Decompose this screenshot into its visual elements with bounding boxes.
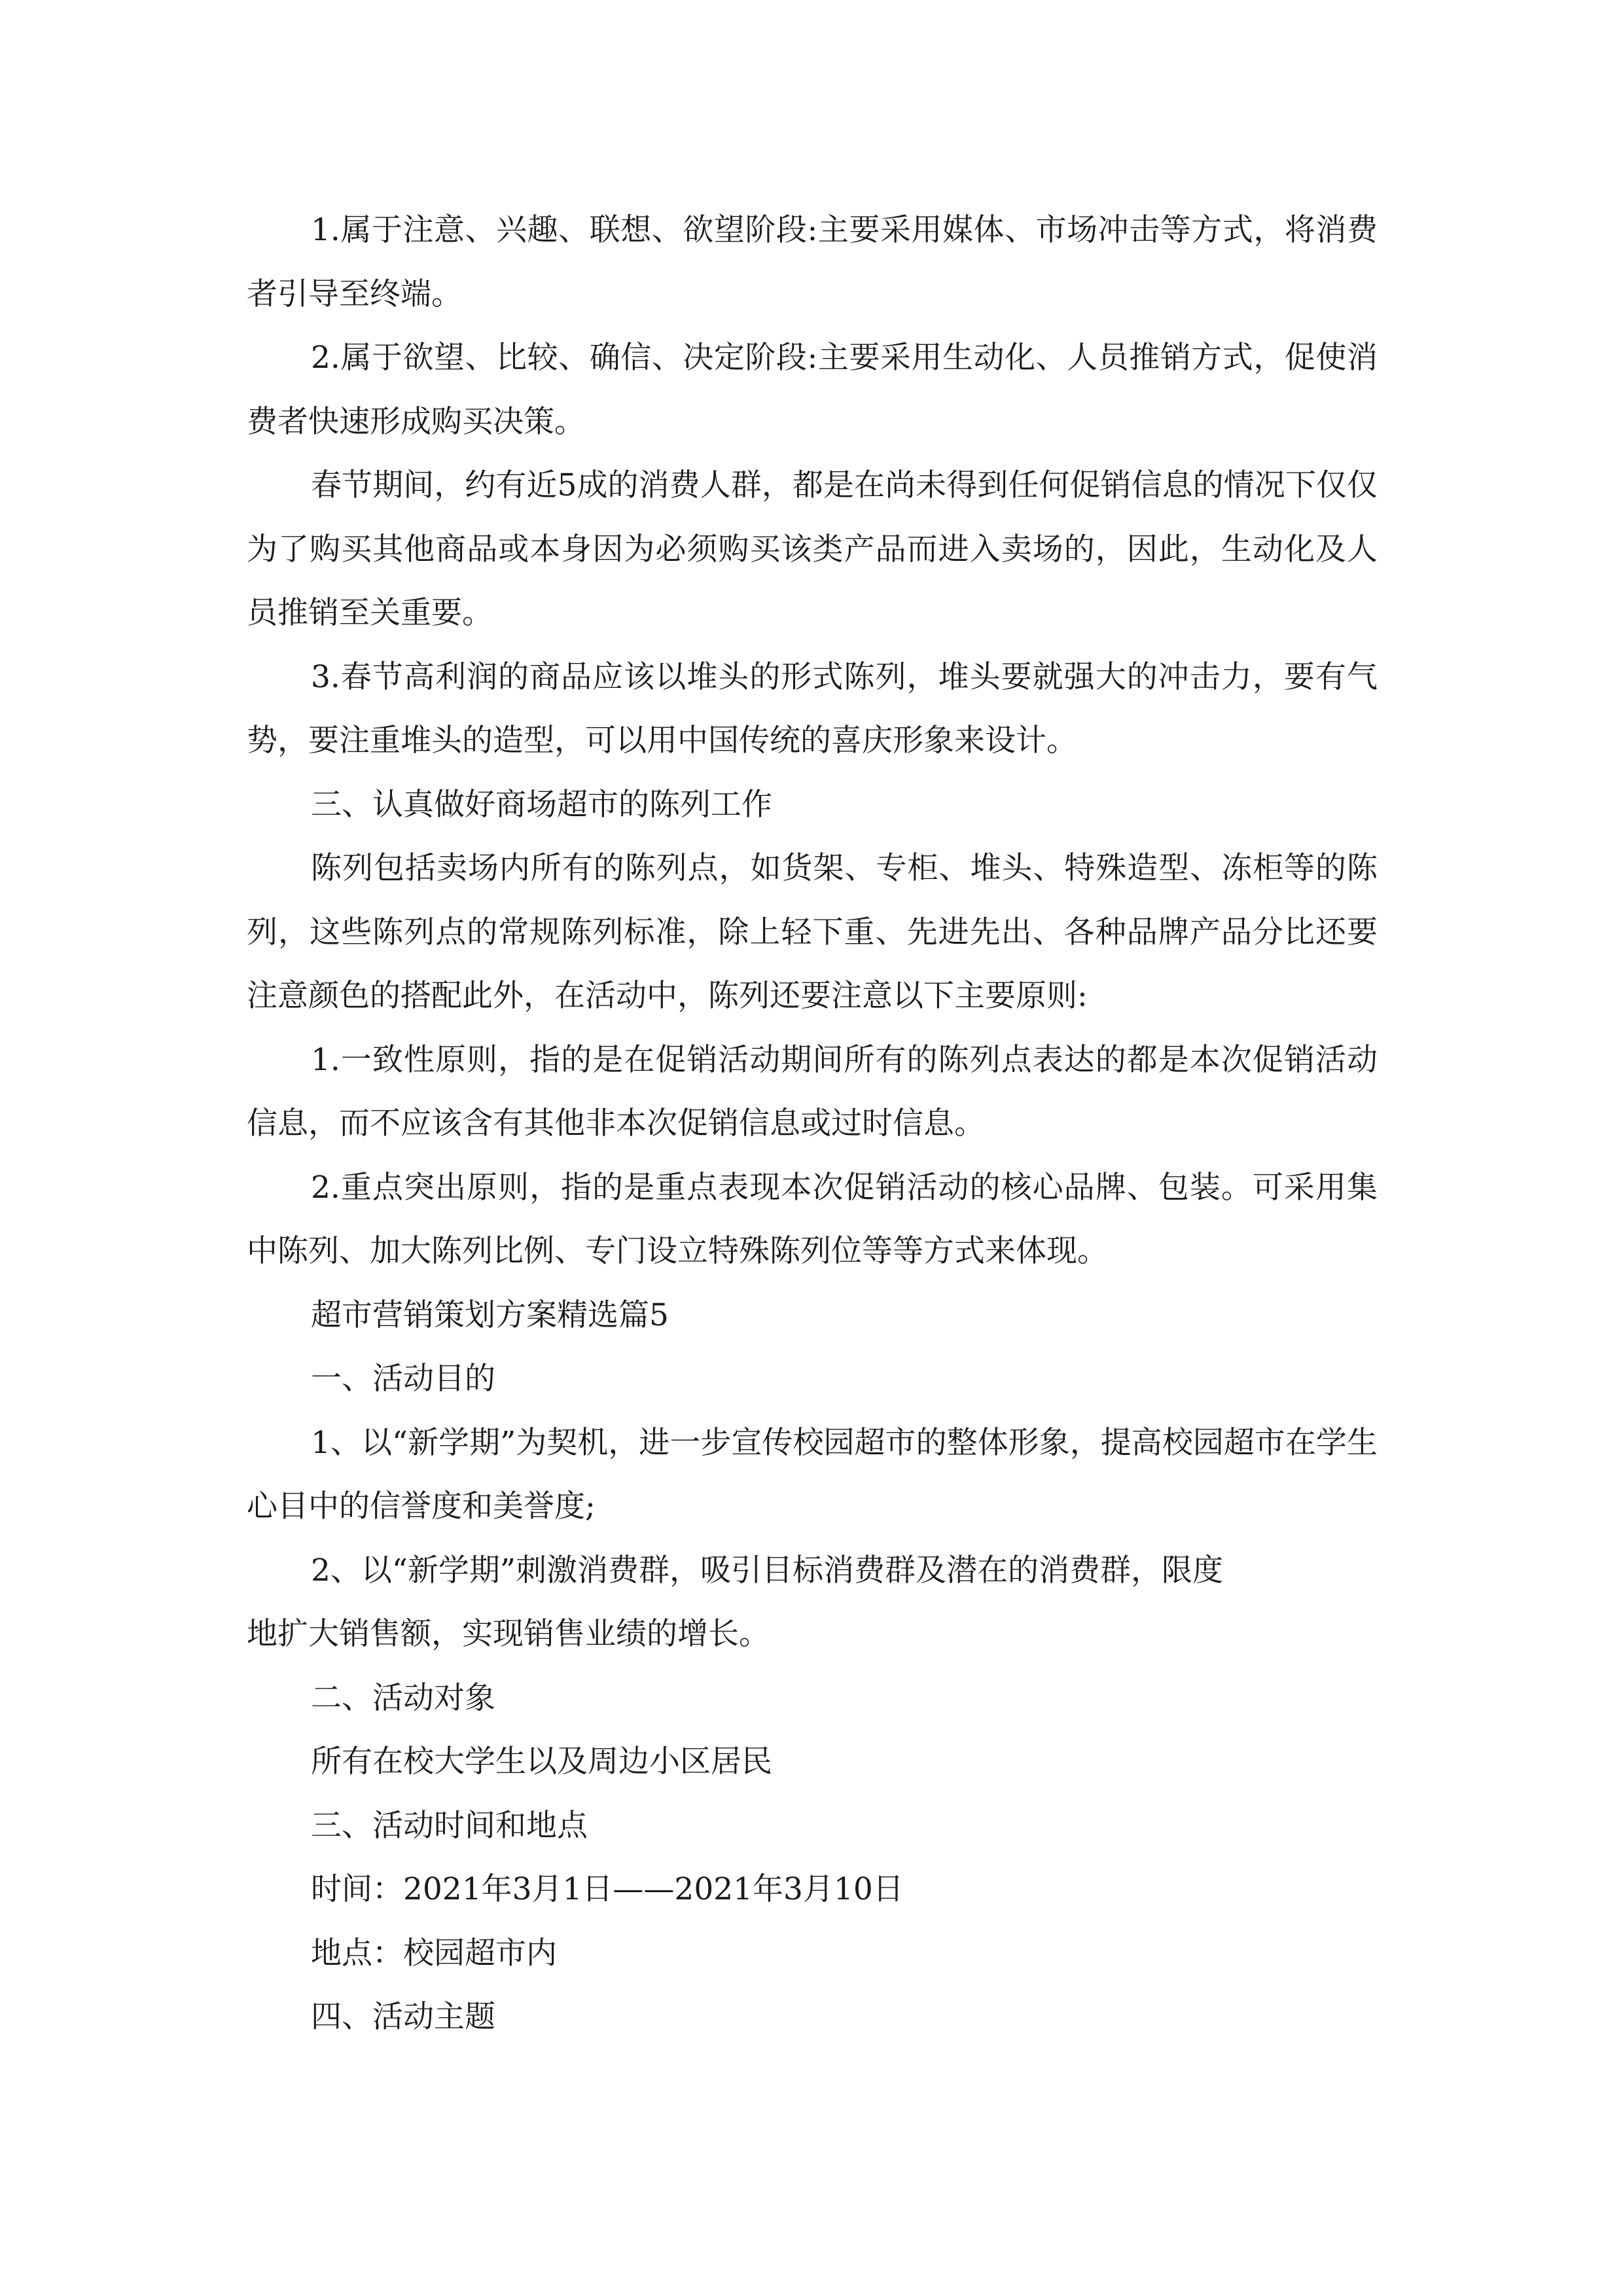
paragraph-purpose-two: 2、以“新学期”刺激消费群，吸引目标消费群及潜在的消费群，限度 bbox=[311, 1552, 1223, 1588]
paragraph-display-points: 陈列包括卖场内所有的陈列点，如货架、专柜、堆头、特殊造型、冻柜等的陈列，这些陈列点的常规陈列标准，除上轻下重、先进先出、各种品牌产品分比还要注意颜色的搭配此外，在活动中，陈列还要注意以下主要原则: bbox=[247, 850, 1378, 1014]
paragraph-stacking-display: 3.春节高利润的商品应该以堆头的形式陈列，堆头要就强大的冲击力，要有气势，要注重堆头的造型，可以用中国传统的喜庆形象来设计。 bbox=[247, 658, 1378, 759]
section-title-plan-5: 超市营销策划方案精选篇5 bbox=[311, 1297, 669, 1333]
paragraph-spring-festival: 春节期间，约有近5成的消费人群，都是在尚未得到任何促销信息的情况下仅仅为了购买其他商品或本身因为必须购买该类产品而进入卖场的，因此，生动化及人员推销至关重要。 bbox=[247, 467, 1378, 631]
paragraph-stage-one: 1.属于注意、兴趣、联想、欲望阶段:主要采用媒体、市场冲击等方式，将消费者引导至终端。 bbox=[247, 212, 1378, 312]
paragraph-consistency-principle: 1.一致性原则，指的是在促销活动期间所有的陈列点表达的都是本次促销活动信息，而不应该含有其他非本次促销信息或过时信息。 bbox=[247, 1041, 1378, 1141]
paragraph-purpose-two-continued: 地扩大销售额，实现销售业绩的增长。 bbox=[247, 1616, 770, 1652]
heading-time-and-place: 三、活动时间和地点 bbox=[311, 1807, 588, 1844]
paragraph-stage-two: 2.属于欲望、比较、确信、决定阶段:主要采用生动化、人员推销方式，促使消费者快速形成购买决策。 bbox=[247, 340, 1378, 440]
paragraph-time: 时间：2021年3月1日——2021年3月10日 bbox=[311, 1871, 904, 1907]
heading-activity-purpose: 一、活动目的 bbox=[311, 1361, 495, 1397]
heading-display-work: 三、认真做好商场超市的陈列工作 bbox=[311, 786, 772, 823]
paragraph-highlight-principle: 2.重点突出原则，指的是重点表现本次促销活动的核心品牌、包装。可采用集中陈列、加大陈列比例、专门设立特殊陈列位等等方式来体现。 bbox=[247, 1169, 1378, 1269]
heading-activity-target: 二、活动对象 bbox=[311, 1679, 495, 1716]
paragraph-target-audience: 所有在校大学生以及周边小区居民 bbox=[311, 1744, 772, 1780]
document-page bbox=[247, 198, 1378, 2049]
paragraph-purpose-one: 1、以“新学期”为契机，进一步宣传校园超市的整体形象，提高校园超市在学生心目中的信誉度和美誉度; bbox=[247, 1424, 1378, 1524]
paragraph-place: 地点：校园超市内 bbox=[311, 1935, 557, 1971]
heading-activity-theme: 四、活动主题 bbox=[311, 1999, 495, 2035]
